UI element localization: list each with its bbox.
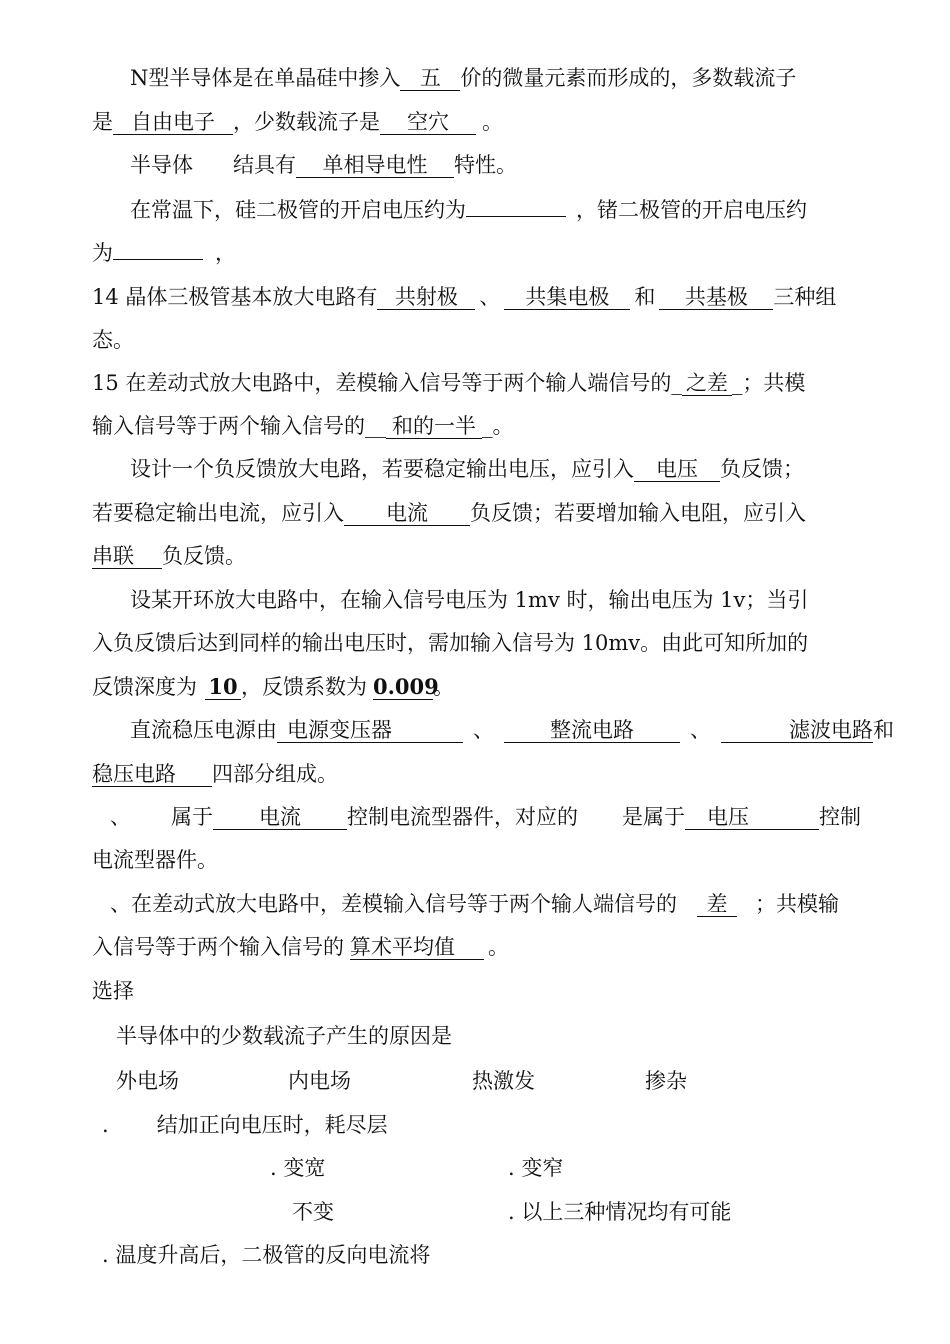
para-power-supply xyxy=(130,716,894,744)
answer-blank: 差 xyxy=(697,892,737,917)
option-a: . 变宽 xyxy=(270,1156,326,1180)
text: 电流型器件。 xyxy=(92,848,218,872)
text: 半导体 xyxy=(130,153,193,177)
text: 和 xyxy=(873,718,894,742)
para-open-loop xyxy=(130,586,808,614)
para-q14-cont xyxy=(92,326,134,354)
text: N型半导体是在单晶硅中掺入 xyxy=(130,66,401,90)
para-pn-junction xyxy=(130,151,517,179)
answer-blank: 电流 xyxy=(344,501,470,526)
text: ；共模输 xyxy=(755,892,839,916)
para-diode-voltage-cont xyxy=(92,239,236,267)
para-open-loop-cont xyxy=(92,629,808,657)
answer-blank: 共射极 xyxy=(377,285,475,310)
option-a: 外电场 xyxy=(116,1069,179,1093)
text: 三种组 xyxy=(773,285,837,309)
answer-blank: 和的一半 xyxy=(386,414,482,439)
answer-blank: 共集电极 xyxy=(504,285,630,310)
answer-blank: 空穴 xyxy=(380,110,476,135)
text: ， xyxy=(215,241,236,265)
text: 价的微量元素而形成的，多数载流子 xyxy=(460,66,797,90)
para-diode-voltage xyxy=(130,196,807,224)
para-n-type xyxy=(130,64,796,92)
answer-blank: 10 xyxy=(205,675,241,700)
text: 态。 xyxy=(92,328,134,352)
para-n-type-cont xyxy=(92,108,503,136)
text: 、在差动式放大电路中，差模输入信号等于两个输人端信号的 xyxy=(110,892,677,916)
text: 特性。 xyxy=(454,153,517,177)
text: _；共模 xyxy=(731,371,806,395)
answer-blank xyxy=(113,259,203,260)
option-b: 内电场 xyxy=(288,1069,351,1093)
answer-blank: 0.009 xyxy=(373,674,439,699)
text: 、 xyxy=(479,285,501,309)
text: 若要稳定输出电流，应引入 xyxy=(92,501,344,525)
answer-blank xyxy=(466,216,566,217)
answer-blank: 电压 xyxy=(634,457,720,482)
text: 直流稳压电源由 xyxy=(130,718,277,742)
text: 输入信号等于两个输入信号的__ xyxy=(92,414,386,438)
para-open-loop-cont2 xyxy=(92,673,454,701)
option-b: . 变窄 xyxy=(508,1156,564,1180)
text: 结加正向电压时，耗尽层 xyxy=(156,1113,388,1137)
para-feedback-cont xyxy=(92,499,806,527)
text: 四部分组成。 xyxy=(212,762,338,786)
text: 为 xyxy=(92,241,113,265)
text: 结具有 xyxy=(233,153,296,177)
option-d: . 以上三种情况均有可能 xyxy=(508,1200,732,1224)
text: 。 xyxy=(488,935,509,959)
answer-blank: 自由电子 xyxy=(113,110,233,135)
text: 负反馈；若要增加输入电阻，应引入 xyxy=(470,501,806,525)
answer-blank: 单相导电性 xyxy=(296,153,454,178)
text: 是 xyxy=(92,110,113,134)
para-feedback xyxy=(130,455,804,483)
text: 14 晶体三极管基本放大电路有 xyxy=(92,285,378,309)
text: 。 xyxy=(433,675,454,699)
answer-blank: 整流电路 xyxy=(504,718,680,743)
option-c: 热激发 xyxy=(472,1069,535,1093)
answer-blank: 稳压电路 xyxy=(92,762,212,787)
answer-blank: 五 xyxy=(400,66,460,91)
para-power-supply-cont xyxy=(92,760,338,788)
text: 、 xyxy=(473,718,494,742)
para-devices xyxy=(110,803,861,831)
option-c: 不变 xyxy=(292,1200,334,1224)
text: ，反馈系数为 xyxy=(241,675,367,699)
para-differential-cont xyxy=(92,933,509,961)
text: 控制 xyxy=(819,805,861,829)
para-q15-cont xyxy=(92,412,514,440)
answer-blank: 之差 xyxy=(682,371,732,396)
question-number: . xyxy=(102,1113,109,1137)
para-q15 xyxy=(92,369,805,397)
answer-blank: 共基极 xyxy=(659,285,773,310)
text: 。 xyxy=(482,110,503,134)
text: 15 在差动式放大电路中，差模输入信号等于两个输人端信号的_ xyxy=(92,371,682,395)
section-heading: 选择 xyxy=(92,979,134,1003)
text: ，少数载流子是 xyxy=(233,110,380,134)
para-differential xyxy=(110,890,839,918)
text: 属于 xyxy=(171,805,213,829)
text: 控制电流型器件，对应的 xyxy=(347,805,578,829)
question-stem: . 温度升高后，二极管的反向电流将 xyxy=(102,1243,431,1267)
text: 负反馈； xyxy=(720,457,804,481)
answer-blank: 电流 xyxy=(213,805,347,830)
answer-blank: 滤波电路 xyxy=(721,718,873,743)
text: ，锗二极管的开启电压约 xyxy=(576,198,807,222)
option-d: 掺杂 xyxy=(645,1069,687,1093)
answer-blank: 电源变压器 xyxy=(277,718,463,743)
answer-blank: 电压 xyxy=(685,805,819,830)
text: 、 xyxy=(110,805,131,829)
text: 和 xyxy=(634,285,656,309)
text: 反馈深度为 xyxy=(92,675,197,699)
answer-blank: 算术平均值 xyxy=(350,935,484,960)
question-stem: 半导体中的少数载流子产生的原因是 xyxy=(116,1024,452,1048)
para-feedback-cont2 xyxy=(92,542,246,570)
para-devices-cont xyxy=(92,846,218,874)
text: 设某开环放大电路中，在输入信号电压为 1mv 时，输出电压为 1v；当引 xyxy=(130,588,809,612)
text: 入负反馈后达到同样的输出电压时，需加输入信号为 10mv。由此可知所加的 xyxy=(92,631,809,655)
text: 在常温下，硅二极管的开启电压约为 xyxy=(130,198,466,222)
text: 设计一个负反馈放大电路，若要稳定输出电压，应引入 xyxy=(130,457,634,481)
answer-blank: 串联 xyxy=(92,544,162,569)
question-stem xyxy=(102,1111,388,1139)
text: 负反馈。 xyxy=(162,544,246,568)
para-q14 xyxy=(92,283,836,311)
text: _。 xyxy=(482,414,514,438)
text: 、 xyxy=(690,718,711,742)
text: 入信号等于两个输入信号的 xyxy=(92,935,344,959)
text: 是属于 xyxy=(622,805,685,829)
